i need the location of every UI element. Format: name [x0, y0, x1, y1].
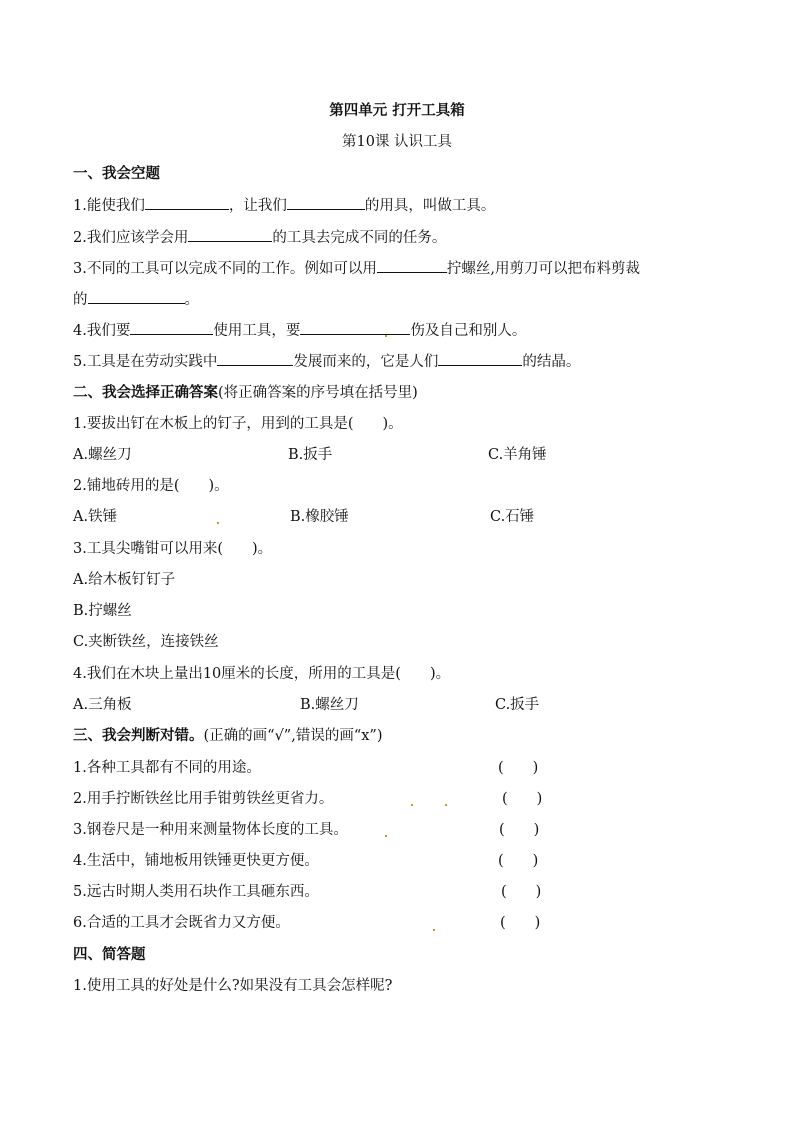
choice-option-b[interactable]: B.拧螺丝 [73, 603, 132, 619]
speck [385, 335, 387, 337]
answer-blank[interactable] [145, 195, 229, 210]
answer-blank[interactable] [217, 351, 293, 366]
fill-question-3: 3.不同的工具可以完成不同的工作。例如可以用 拧螺丝,用剪刀可以把布料剪裁 [73, 258, 640, 279]
choice-option-a[interactable]: A.铁锤 [73, 509, 118, 525]
page-subtitle: 第10课 认识工具 [341, 134, 453, 150]
choice-option-b[interactable]: B.橡胶锤 [290, 509, 349, 525]
choice-question-2: 2.铺地砖用的是( )。 [73, 478, 229, 494]
short-answer-question-1: 1.使用工具的好处是什么?如果没有工具会怎样呢? [73, 978, 393, 994]
choice-question-3: 3.工具尖嘴钳可以用来( )。 [73, 541, 273, 557]
choice-option-c[interactable]: C.扳手 [495, 697, 540, 713]
fill-question-4: 4.我们要 使用工具，要 伤及自己和别人。 [73, 320, 526, 341]
answer-blank[interactable] [88, 289, 185, 304]
choice-option-a[interactable]: A.给木板钉钉子 [73, 572, 176, 588]
choice-option-a[interactable]: A.螺丝刀 [73, 447, 132, 463]
choice-question-1: 1.要拔出钉在木板上的钉子，用到的工具是( )。 [73, 416, 403, 432]
answer-parentheses[interactable]: ( ) [500, 915, 541, 931]
section-heading-3: 三、我会判断对错。(正确的画“√”,错误的画“x”) [73, 727, 383, 744]
answer-blank[interactable] [377, 258, 447, 273]
answer-parentheses[interactable]: ( ) [499, 822, 540, 838]
section-heading-2: 二、我会选择正确答案(将正确答案的序号填在括号里) [73, 384, 418, 401]
answer-parentheses[interactable]: ( ) [501, 884, 542, 900]
fill-question-2: 2.我们应该学会用 的工具去完成不同的任务。 [73, 227, 446, 248]
choice-option-c[interactable]: C.夹断铁丝，连接铁丝 [73, 634, 219, 650]
speck [445, 804, 447, 806]
answer-parentheses[interactable]: ( ) [502, 791, 543, 807]
section-heading-1: 一、我会空题 [73, 165, 160, 182]
choice-option-c[interactable]: C.羊角锤 [488, 447, 547, 463]
section-heading-4: 四、简答题 [73, 946, 146, 963]
answer-blank[interactable] [438, 351, 522, 366]
answer-parentheses[interactable]: ( ) [498, 760, 539, 776]
answer-blank[interactable] [188, 227, 272, 242]
choice-option-c[interactable]: C.石锤 [490, 509, 535, 525]
fill-question-1: 1.能使我们 ，让我们 的用具，叫做工具。 [73, 195, 495, 216]
answer-blank[interactable] [287, 195, 365, 210]
speck [411, 804, 413, 806]
choice-option-a[interactable]: A.三角板 [73, 697, 132, 713]
speck [433, 929, 435, 931]
answer-blank[interactable] [300, 320, 410, 335]
judge-item: 5.远古时期人类用石块作工具砸东西。 [73, 884, 319, 900]
answer-parentheses[interactable]: ( ) [498, 853, 539, 869]
speck [217, 522, 219, 524]
fill-question-3-cont: 的 。 [73, 289, 199, 310]
judge-item: 4.生活中，铺地板用铁锤更快更方便。 [73, 853, 319, 869]
judge-item: 2.用手拧断铁丝比用手钳剪铁丝更省力。 [73, 791, 334, 807]
judge-item: 1.各种工具都有不同的用途。 [73, 760, 261, 776]
speck [385, 835, 387, 837]
judge-item: 3.钢卷尺是一种用来测量物体长度的工具。 [73, 822, 348, 838]
choice-option-b[interactable]: B.扳手 [288, 447, 333, 463]
answer-blank[interactable] [130, 320, 213, 335]
choice-question-4: 4.我们在木块上量出10厘米的长度，所用的工具是( )。 [73, 666, 451, 682]
fill-question-5: 5.工具是在劳动实践中 发展而来的，它是人们 的结晶。 [73, 351, 580, 372]
judge-item: 6.合适的工具才会既省力又方便。 [73, 915, 290, 931]
choice-option-b[interactable]: B.螺丝刀 [300, 697, 359, 713]
page-title: 第四单元 打开工具箱 [329, 102, 465, 119]
